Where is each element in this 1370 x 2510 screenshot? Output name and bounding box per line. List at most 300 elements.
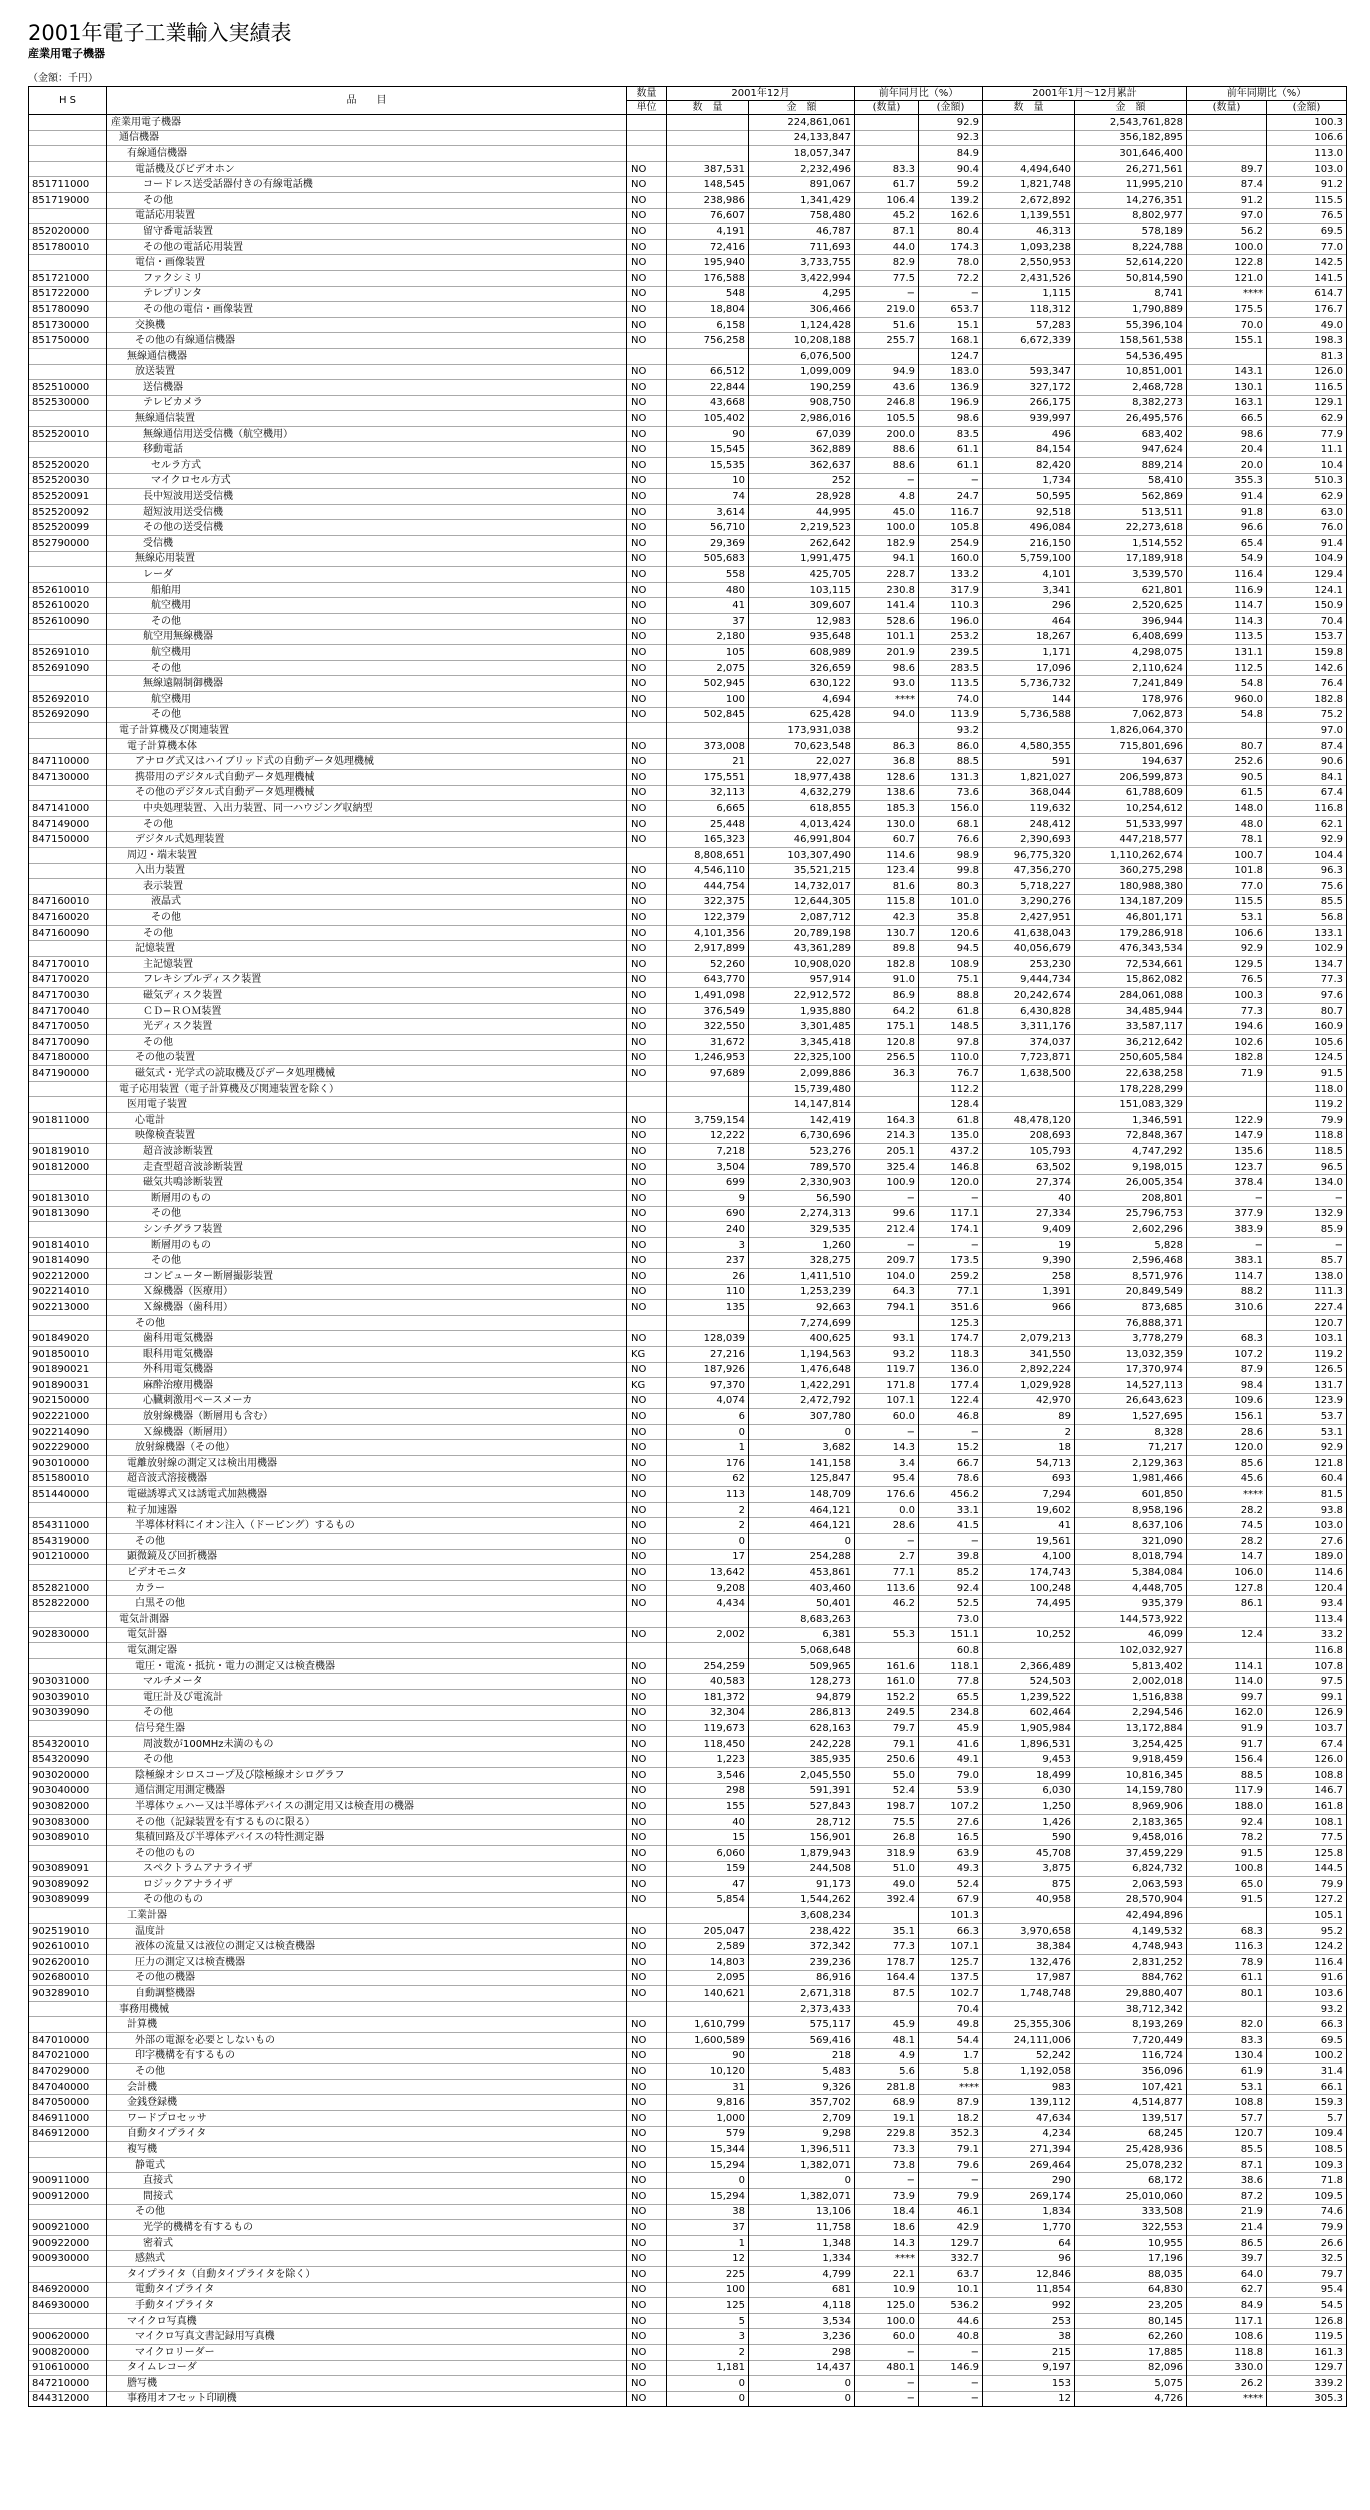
table-row — [29, 738, 1347, 754]
hs-code: 903020000 — [29, 1767, 107, 1783]
month-yoy-qty: 79.1 — [855, 1736, 919, 1752]
month-yoy-qty: 86.3 — [855, 738, 919, 754]
month-yoy-amount: 40.8 — [919, 2329, 983, 2345]
cum-yoy-amount: 142.5 — [1267, 255, 1347, 271]
cum-amount: 26,271,561 — [1075, 161, 1187, 177]
month-qty — [667, 2001, 749, 2017]
table-row — [29, 1268, 1347, 1284]
month-qty: 1,610,799 — [667, 2017, 749, 2033]
month-amount: 242,228 — [749, 1736, 855, 1752]
cum-yoy-qty — [1187, 1097, 1267, 1113]
item-name: 液晶式 — [107, 894, 627, 910]
cum-yoy-qty: **** — [1187, 1487, 1267, 1503]
month-amount: 3,682 — [749, 1440, 855, 1456]
cum-yoy-amount: 53.7 — [1267, 1409, 1347, 1425]
cum-qty: 27,374 — [983, 1175, 1075, 1191]
hs-code: 847160010 — [29, 894, 107, 910]
month-yoy-amount: 101.3 — [919, 1908, 983, 1924]
cum-yoy-qty: 54.9 — [1187, 551, 1267, 567]
cum-yoy-qty: 91.4 — [1187, 489, 1267, 505]
month-qty: 15,294 — [667, 2188, 749, 2204]
cum-yoy-qty: 65.4 — [1187, 536, 1267, 552]
cum-amount: 321,090 — [1075, 1534, 1187, 1550]
month-amount: 24,133,847 — [749, 130, 855, 146]
item-name: 心電計 — [107, 1113, 627, 1129]
cum-amount: 2,596,468 — [1075, 1253, 1187, 1269]
cum-qty: 38,384 — [983, 1939, 1075, 1955]
month-yoy-qty: 198.7 — [855, 1799, 919, 1815]
table-row — [29, 551, 1347, 567]
month-amount: 8,683,263 — [749, 1612, 855, 1628]
month-amount: 309,607 — [749, 598, 855, 614]
item-name: テレビカメラ — [107, 395, 627, 411]
table-row — [29, 1409, 1347, 1425]
table-row — [29, 2048, 1347, 2064]
cum-amount: 26,643,623 — [1075, 1393, 1187, 1409]
cum-yoy-qty: 62.7 — [1187, 2282, 1267, 2298]
item-name: 電気計器 — [107, 1627, 627, 1643]
month-qty — [667, 115, 749, 131]
month-yoy-amount: 118.3 — [919, 1346, 983, 1362]
month-amount: 527,843 — [749, 1799, 855, 1815]
table-row — [29, 2173, 1347, 2189]
cum-yoy-amount: 153.7 — [1267, 629, 1347, 645]
month-yoy-amount: − — [919, 2391, 983, 2407]
hs-code — [29, 255, 107, 271]
month-yoy-qty: 185.3 — [855, 801, 919, 817]
qty-unit: NO — [627, 1066, 667, 1082]
cum-yoy-qty: 355.3 — [1187, 473, 1267, 489]
cum-yoy-amount: 108.1 — [1267, 1814, 1347, 1830]
cum-amount: 1,516,838 — [1075, 1689, 1187, 1705]
cum-yoy-qty: 92.4 — [1187, 1814, 1267, 1830]
month-yoy-qty: 51.6 — [855, 317, 919, 333]
cum-yoy-amount: 118.5 — [1267, 1144, 1347, 1160]
table-row — [29, 2360, 1347, 2376]
hs-code: 847029000 — [29, 2064, 107, 2080]
item-name: 電子計算機本体 — [107, 738, 627, 754]
qty-unit: NO — [627, 208, 667, 224]
month-yoy-amount: 46.1 — [919, 2204, 983, 2220]
table-row — [29, 1955, 1347, 1971]
month-qty: 18,804 — [667, 302, 749, 318]
cum-qty: 132,476 — [983, 1955, 1075, 1971]
cum-qty: 875 — [983, 1877, 1075, 1893]
cum-yoy-amount: 134.7 — [1267, 957, 1347, 973]
cum-qty: 5,736,732 — [983, 676, 1075, 692]
qty-unit: NO — [627, 1549, 667, 1565]
hs-code: 900930000 — [29, 2251, 107, 2267]
month-qty: 100 — [667, 2282, 749, 2298]
month-yoy-qty — [855, 115, 919, 131]
qty-unit: NO — [627, 2064, 667, 2080]
month-amount: 3,608,234 — [749, 1908, 855, 1924]
cum-yoy-qty: 106.6 — [1187, 925, 1267, 941]
cum-qty: 602,464 — [983, 1705, 1075, 1721]
month-qty: 322,550 — [667, 1019, 749, 1035]
month-qty: 298 — [667, 1783, 749, 1799]
table-row — [29, 1830, 1347, 1846]
month-amount: 0 — [749, 2391, 855, 2407]
hs-code: 847010000 — [29, 2033, 107, 2049]
month-yoy-qty: 2.7 — [855, 1549, 919, 1565]
cum-amount: 208,801 — [1075, 1190, 1187, 1206]
cum-qty: 40,958 — [983, 1892, 1075, 1908]
month-yoy-qty: 212.4 — [855, 1222, 919, 1238]
month-amount: 4,799 — [749, 2266, 855, 2282]
item-name: 無線通信用送受信機（航空機用） — [107, 426, 627, 442]
cum-amount: 884,762 — [1075, 1970, 1187, 1986]
qty-unit: NO — [627, 2048, 667, 2064]
month-qty — [667, 348, 749, 364]
cum-yoy-amount: 91.4 — [1267, 536, 1347, 552]
cum-yoy-amount: 116.8 — [1267, 1643, 1347, 1659]
month-yoy-qty: 4.9 — [855, 2048, 919, 2064]
month-amount: 425,705 — [749, 567, 855, 583]
month-amount: 298 — [749, 2344, 855, 2360]
cum-qty: 9,453 — [983, 1752, 1075, 1768]
cum-qty — [983, 1612, 1075, 1628]
table-row — [29, 2282, 1347, 2298]
month-qty: 15,545 — [667, 442, 749, 458]
month-amount: 22,912,572 — [749, 988, 855, 1004]
cum-qty: 1,115 — [983, 286, 1075, 302]
month-yoy-qty: **** — [855, 2251, 919, 2267]
cum-yoy-qty: 82.0 — [1187, 2017, 1267, 2033]
month-yoy-qty: 60.0 — [855, 1409, 919, 1425]
cum-yoy-qty: 147.9 — [1187, 1128, 1267, 1144]
cum-amount: 25,010,060 — [1075, 2188, 1187, 2204]
item-name: 顕微鏡及び回折機器 — [107, 1549, 627, 1565]
cum-amount: 2,520,625 — [1075, 598, 1187, 614]
month-amount: 1,334 — [749, 2251, 855, 2267]
qty-unit: NO — [627, 1534, 667, 1550]
month-qty: 40 — [667, 1814, 749, 1830]
month-yoy-amount: 68.1 — [919, 816, 983, 832]
month-yoy-amount: 120.0 — [919, 1175, 983, 1191]
month-amount: 20,789,198 — [749, 925, 855, 941]
cum-yoy-qty: 123.7 — [1187, 1159, 1267, 1175]
table-row — [29, 1222, 1347, 1238]
hs-code — [29, 1612, 107, 1628]
month-amount: 92,663 — [749, 1300, 855, 1316]
month-amount: 2,099,886 — [749, 1066, 855, 1082]
month-yoy-amount: 113.9 — [919, 707, 983, 723]
month-qty: 113 — [667, 1487, 749, 1503]
item-name: ＣＤ−ＲＯＭ装置 — [107, 1003, 627, 1019]
item-name: 電動タイプライタ — [107, 2282, 627, 2298]
month-yoy-qty: 318.9 — [855, 1845, 919, 1861]
month-qty: 3,546 — [667, 1767, 749, 1783]
hs-code: 852520091 — [29, 489, 107, 505]
qty-unit: NO — [627, 1487, 667, 1503]
cum-yoy-amount: 159.3 — [1267, 2095, 1347, 2111]
item-name: 無線遠隔制御機器 — [107, 676, 627, 692]
cum-amount: 4,149,532 — [1075, 1923, 1187, 1939]
import-table — [28, 86, 1347, 2407]
month-qty — [667, 130, 749, 146]
cum-qty: 10,252 — [983, 1627, 1075, 1643]
cum-qty: 50,595 — [983, 489, 1075, 505]
item-name: その他の装置 — [107, 1050, 627, 1066]
month-yoy-amount: 10.1 — [919, 2282, 983, 2298]
cum-amount: 15,862,082 — [1075, 972, 1187, 988]
item-name: 謄写機 — [107, 2376, 627, 2392]
month-amount: 2,232,496 — [749, 161, 855, 177]
cum-yoy-amount: 133.1 — [1267, 925, 1347, 941]
cum-yoy-amount: 77.9 — [1267, 426, 1347, 442]
hs-code: 852520010 — [29, 426, 107, 442]
month-qty: 181,372 — [667, 1689, 749, 1705]
cum-amount: 4,747,292 — [1075, 1144, 1187, 1160]
hs-code: 854319000 — [29, 1534, 107, 1550]
item-name: 電圧・電流・抵抗・電力の測定又は検査機器 — [107, 1658, 627, 1674]
month-yoy-amount: 49.8 — [919, 2017, 983, 2033]
month-yoy-amount: 113.5 — [919, 676, 983, 692]
hs-code — [29, 146, 107, 162]
qty-unit: NO — [627, 489, 667, 505]
cum-amount: 2,602,296 — [1075, 1222, 1187, 1238]
table-row — [29, 2064, 1347, 2080]
cum-yoy-qty — [1187, 348, 1267, 364]
cum-qty: 1,192,058 — [983, 2064, 1075, 2080]
item-name: 記憶装置 — [107, 941, 627, 957]
cum-amount: 4,726 — [1075, 2391, 1187, 2407]
month-yoy-amount: 1.7 — [919, 2048, 983, 2064]
item-name: ロジックアナライザ — [107, 1877, 627, 1893]
qty-unit: NO — [627, 754, 667, 770]
cum-amount: 14,276,351 — [1075, 192, 1187, 208]
cum-yoy-qty: 54.8 — [1187, 676, 1267, 692]
cum-yoy-qty: 120.0 — [1187, 1440, 1267, 1456]
table-row — [29, 1939, 1347, 1955]
cum-yoy-amount: 124.5 — [1267, 1050, 1347, 1066]
month-qty: 502,945 — [667, 676, 749, 692]
item-name: 放送装置 — [107, 364, 627, 380]
cum-yoy-amount: 75.2 — [1267, 707, 1347, 723]
cum-qty: 1,239,522 — [983, 1689, 1075, 1705]
item-name: シンチグラフ装置 — [107, 1222, 627, 1238]
cum-qty — [983, 1315, 1075, 1331]
hs-code: 852510000 — [29, 380, 107, 396]
cum-qty: 64 — [983, 2235, 1075, 2251]
cum-yoy-qty: 61.9 — [1187, 2064, 1267, 2080]
cum-qty: 7,723,871 — [983, 1050, 1075, 1066]
month-qty: 76,607 — [667, 208, 749, 224]
cum-amount: 64,830 — [1075, 2282, 1187, 2298]
table-row — [29, 2251, 1347, 2267]
item-name: その他の電話応用装置 — [107, 239, 627, 255]
hs-code: 854311000 — [29, 1518, 107, 1534]
month-amount: 891,067 — [749, 177, 855, 193]
month-yoy-amount: 90.4 — [919, 161, 983, 177]
cum-yoy-amount: 116.5 — [1267, 380, 1347, 396]
month-yoy-qty: 182.9 — [855, 536, 919, 552]
month-amount: 372,342 — [749, 1939, 855, 1955]
month-yoy-amount: 79.0 — [919, 1767, 983, 1783]
cum-qty: 92,518 — [983, 504, 1075, 520]
table-row — [29, 1721, 1347, 1737]
qty-unit: NO — [627, 676, 667, 692]
item-name: 電話機及びビデオホン — [107, 161, 627, 177]
qty-unit: NO — [627, 1424, 667, 1440]
month-yoy-amount: 49.1 — [919, 1752, 983, 1768]
month-amount: 1,422,291 — [749, 1378, 855, 1394]
month-qty: 4,546,110 — [667, 863, 749, 879]
month-amount: 18,057,347 — [749, 146, 855, 162]
month-yoy-qty: 171.8 — [855, 1378, 919, 1394]
item-name: 圧力の測定又は検査機器 — [107, 1955, 627, 1971]
qty-unit: NO — [627, 1206, 667, 1222]
cum-yoy-qty: 66.5 — [1187, 411, 1267, 427]
hs-code: 901813010 — [29, 1190, 107, 1206]
month-yoy-amount: 128.4 — [919, 1097, 983, 1113]
cum-yoy-amount: 77.0 — [1267, 239, 1347, 255]
cum-yoy-qty: 56.2 — [1187, 224, 1267, 240]
cum-yoy-amount: 100.3 — [1267, 115, 1347, 131]
month-yoy-qty: − — [855, 1190, 919, 1206]
month-amount: 0 — [749, 2376, 855, 2392]
month-amount: 14,732,017 — [749, 879, 855, 895]
month-qty: 3 — [667, 2329, 749, 2345]
cum-yoy-amount: 63.0 — [1267, 504, 1347, 520]
item-name: 印字機構を有するもの — [107, 2048, 627, 2064]
month-yoy-qty — [855, 1643, 919, 1659]
month-qty: 128,039 — [667, 1331, 749, 1347]
hs-code: 900820000 — [29, 2344, 107, 2360]
qty-unit: NO — [627, 1128, 667, 1144]
hs-code: 903039090 — [29, 1705, 107, 1721]
cum-qty: 19,602 — [983, 1502, 1075, 1518]
month-qty: 72,416 — [667, 239, 749, 255]
hs-code — [29, 2157, 107, 2173]
month-qty: 0 — [667, 2173, 749, 2189]
cum-yoy-amount: 80.7 — [1267, 1003, 1347, 1019]
cum-amount: 873,685 — [1075, 1300, 1187, 1316]
cum-yoy-qty: 76.5 — [1187, 972, 1267, 988]
table-row — [29, 2313, 1347, 2329]
month-amount: 2,671,318 — [749, 1986, 855, 2002]
month-yoy-qty: − — [855, 2173, 919, 2189]
cum-yoy-amount: 144.5 — [1267, 1861, 1347, 1877]
cum-qty: 9,390 — [983, 1253, 1075, 1269]
month-yoy-amount: 80.4 — [919, 224, 983, 240]
table-row — [29, 192, 1347, 208]
item-name: 交換機 — [107, 317, 627, 333]
item-name: コードレス送受話器付きの有線電話機 — [107, 177, 627, 193]
month-yoy-amount: 136.0 — [919, 1362, 983, 1378]
cum-yoy-amount: 114.6 — [1267, 1565, 1347, 1581]
item-name: その他 — [107, 1253, 627, 1269]
month-qty: 6 — [667, 1409, 749, 1425]
header-qty-unit-2: 単位 — [627, 101, 667, 115]
item-name: 航空機用 — [107, 645, 627, 661]
item-name: その他の有線通信機器 — [107, 333, 627, 349]
table-row — [29, 270, 1347, 286]
table-row — [29, 1035, 1347, 1051]
month-yoy-qty: 528.6 — [855, 614, 919, 630]
month-qty: 322,375 — [667, 894, 749, 910]
month-qty: 2,180 — [667, 629, 749, 645]
table-row — [29, 1767, 1347, 1783]
month-amount: 6,381 — [749, 1627, 855, 1643]
qty-unit: NO — [627, 1565, 667, 1581]
item-name: 無線通信装置 — [107, 411, 627, 427]
month-yoy-amount: 99.8 — [919, 863, 983, 879]
hs-code — [29, 2001, 107, 2017]
item-name: 長中短波用送受信機 — [107, 489, 627, 505]
cum-yoy-qty: 20.4 — [1187, 442, 1267, 458]
item-name: 航空機用 — [107, 598, 627, 614]
month-amount: 22,027 — [749, 754, 855, 770]
cum-amount: 947,624 — [1075, 442, 1187, 458]
table-row — [29, 333, 1347, 349]
month-yoy-amount: 66.3 — [919, 1923, 983, 1939]
cum-qty: 7,294 — [983, 1487, 1075, 1503]
header-hs: H S — [29, 87, 107, 115]
qty-unit: NO — [627, 629, 667, 645]
item-name: 周波数が100MHz未満のもの — [107, 1736, 627, 1752]
month-amount: 1,341,429 — [749, 192, 855, 208]
month-yoy-qty: 100.9 — [855, 1175, 919, 1191]
cum-qty: 25,355,306 — [983, 2017, 1075, 2033]
month-yoy-qty: 100.0 — [855, 2313, 919, 2329]
item-name: セルラ方式 — [107, 458, 627, 474]
month-yoy-qty: 51.0 — [855, 1861, 919, 1877]
cum-qty: 1,834 — [983, 2204, 1075, 2220]
month-yoy-amount: 239.5 — [919, 645, 983, 661]
item-name: 主記憶装置 — [107, 957, 627, 973]
month-qty: 31,672 — [667, 1035, 749, 1051]
item-name: その他 — [107, 614, 627, 630]
qty-unit: NO — [627, 1518, 667, 1534]
cum-qty: 47,356,270 — [983, 863, 1075, 879]
month-yoy-qty: 182.8 — [855, 957, 919, 973]
month-yoy-qty: 175.1 — [855, 1019, 919, 1035]
cum-yoy-amount: 119.5 — [1267, 2329, 1347, 2345]
month-amount: 11,758 — [749, 2220, 855, 2236]
month-yoy-amount: 61.1 — [919, 442, 983, 458]
month-yoy-amount: 46.8 — [919, 1409, 983, 1425]
cum-amount: 356,182,895 — [1075, 130, 1187, 146]
cum-qty: 368,044 — [983, 785, 1075, 801]
table-row — [29, 582, 1347, 598]
table-row — [29, 2142, 1347, 2158]
cum-qty: 48,478,120 — [983, 1113, 1075, 1129]
month-yoy-amount: 41.5 — [919, 1518, 983, 1534]
cum-amount: 9,918,459 — [1075, 1752, 1187, 1768]
month-amount: 70,623,548 — [749, 738, 855, 754]
cum-qty: 18,267 — [983, 629, 1075, 645]
month-qty — [667, 146, 749, 162]
qty-unit: NO — [627, 2282, 667, 2298]
table-row — [29, 2391, 1347, 2407]
qty-unit: NO — [627, 1253, 667, 1269]
month-yoy-qty — [855, 2001, 919, 2017]
qty-unit: NO — [627, 1814, 667, 1830]
cum-yoy-amount: 26.6 — [1267, 2235, 1347, 2251]
month-yoy-amount: 83.5 — [919, 426, 983, 442]
cum-yoy-qty: 14.7 — [1187, 1549, 1267, 1565]
table-row — [29, 1970, 1347, 1986]
item-name: その他 — [107, 910, 627, 926]
cum-yoy-qty: 87.4 — [1187, 177, 1267, 193]
cum-qty: 2,366,489 — [983, 1658, 1075, 1674]
cum-qty: 42,970 — [983, 1393, 1075, 1409]
month-qty: 26 — [667, 1268, 749, 1284]
cum-yoy-amount: 95.4 — [1267, 2282, 1347, 2298]
table-row — [29, 2235, 1347, 2251]
